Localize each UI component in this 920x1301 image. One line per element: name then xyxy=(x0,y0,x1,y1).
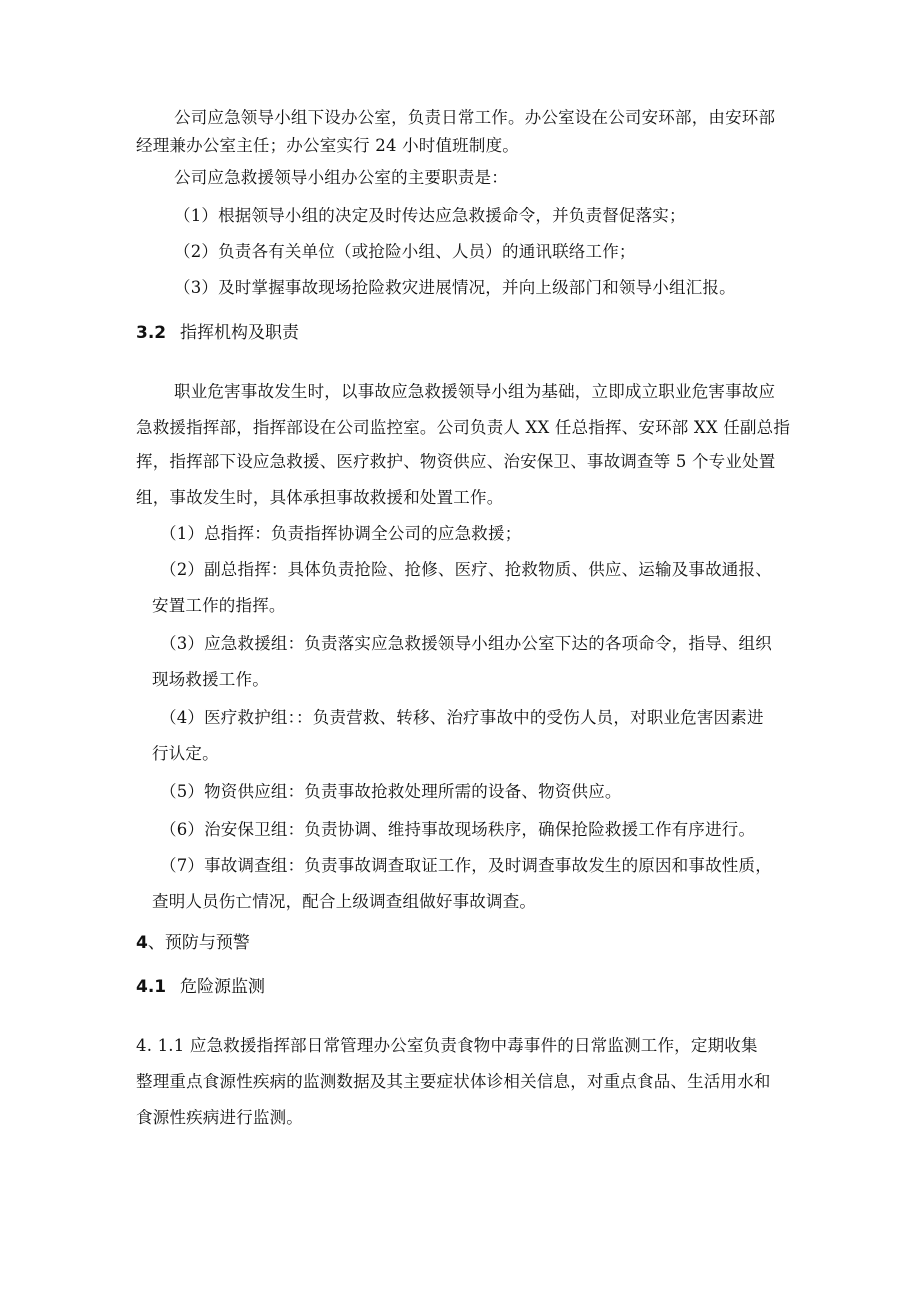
intro-line: 挥，指挥部下设应急救援、医疗救护、物资供应、治安保卫、事故调查等 5 个专业处置 xyxy=(136,452,776,471)
section-number: 3.2 xyxy=(136,323,167,343)
monitoring-para-line xyxy=(136,1064,771,1100)
role-line: 现场救援工作。 xyxy=(152,670,269,689)
office-paragraph-cont xyxy=(136,128,519,164)
office-duty-item xyxy=(174,234,636,270)
monitoring-para-line xyxy=(136,1028,758,1064)
role-item-rescue-cont xyxy=(152,662,269,698)
role-item-supply xyxy=(160,774,622,810)
office-duty-item xyxy=(174,198,686,234)
section-number: 4 xyxy=(136,933,148,953)
office-duties-intro xyxy=(174,160,508,196)
role-line: （5）物资供应组：负责事故抢救处理所需的设备、物资供应。 xyxy=(160,782,622,801)
section-heading-4 xyxy=(136,928,250,958)
role-line: （2）副总指挥：具体负责抢险、抢修、医疗、抢救物质、供应、运输及事故通报、 xyxy=(160,560,772,579)
role-line: （4）医疗救护组：：负责营救、转移、治疗事故中的受伤人员，对职业危害因素进 xyxy=(160,708,764,727)
section-number: 4.1 xyxy=(136,977,167,997)
monitoring-para-line xyxy=(136,1100,303,1136)
duty-item-text: （1）根据领导小组的决定及时传达应急救援命令，并负责督促落实； xyxy=(174,206,686,225)
role-line: （3）应急救援组：负责落实应急救援领导小组办公室下达的各项命令，指导、组织 xyxy=(160,634,772,653)
role-item-security xyxy=(160,812,755,848)
section-heading-3-2 xyxy=(136,318,299,348)
role-item-chief xyxy=(160,516,521,552)
intro-line: 组，事故发生时，具体承担事故救援和处置工作。 xyxy=(136,488,504,507)
role-item-rescue xyxy=(160,626,772,662)
role-item-medical xyxy=(160,700,764,736)
role-line: 查明人员伤亡情况，配合上级调查组做好事故调查。 xyxy=(152,892,537,911)
para-line: 4. 1.1 应急救援指挥部日常管理办公室负责食物中毒事件的日常监测工作，定期收集 xyxy=(136,1036,758,1055)
office-para-line: 公司应急领导小组下设办公室，负责日常工作。办公室设在公司安环部，由安环部 xyxy=(174,108,776,127)
section-title: 、预防与预警 xyxy=(147,933,250,953)
command-intro-line xyxy=(136,480,503,516)
role-line: （7）事故调查组：负责事故调查取证工作，及时调查事故发生的原因和事故性质， xyxy=(160,856,772,875)
role-line: （1）总指挥：负责指挥协调全公司的应急救援； xyxy=(160,524,522,543)
intro-line: 职业危害事故发生时，以事故应急救援领导小组为基础，立即成立职业危害事故应 xyxy=(174,382,776,401)
duty-item-text: （3）及时掌握事故现场抢险救灾进展情况，并向上级部门和领导小组汇报。 xyxy=(174,278,736,297)
section-heading-4-1 xyxy=(136,972,265,1002)
role-item-investigation-cont xyxy=(152,884,536,920)
command-intro-line xyxy=(136,410,790,446)
para-line: 食源性疾病进行监测。 xyxy=(136,1108,303,1127)
duty-item-text: （2）负责各有关单位（或抢险小组、人员）的通讯联络工作； xyxy=(174,242,636,261)
role-item-deputy-cont xyxy=(152,588,286,624)
office-para-line: 经理兼办公室主任；办公室实行 24 小时值班制度。 xyxy=(136,136,519,155)
role-item-investigation xyxy=(160,848,772,884)
role-item-deputy xyxy=(160,552,772,588)
command-intro-line xyxy=(174,374,775,410)
role-line: 行认定。 xyxy=(152,744,219,763)
command-intro-line xyxy=(136,444,776,480)
intro-line: 急救援指挥部，指挥部设在公司监控室。公司负责人 XX 任总指挥、安环部 XX 任副总指 xyxy=(136,418,791,437)
duties-intro-text: 公司应急救援领导小组办公室的主要职责是： xyxy=(174,168,508,187)
section-title: 指挥机构及职责 xyxy=(180,323,299,343)
para-line: 整理重点食源性疾病的监测数据及其主要症状体诊相关信息，对重点食品、生活用水和 xyxy=(136,1072,771,1091)
role-item-medical-cont xyxy=(152,736,219,772)
role-line: （6）治安保卫组：负责协调、维持事故现场秩序，确保抢险救援工作有序进行。 xyxy=(160,820,756,839)
office-duty-item xyxy=(174,270,736,306)
role-line: 安置工作的指挥。 xyxy=(152,596,286,615)
section-title: 危险源监测 xyxy=(180,977,265,997)
